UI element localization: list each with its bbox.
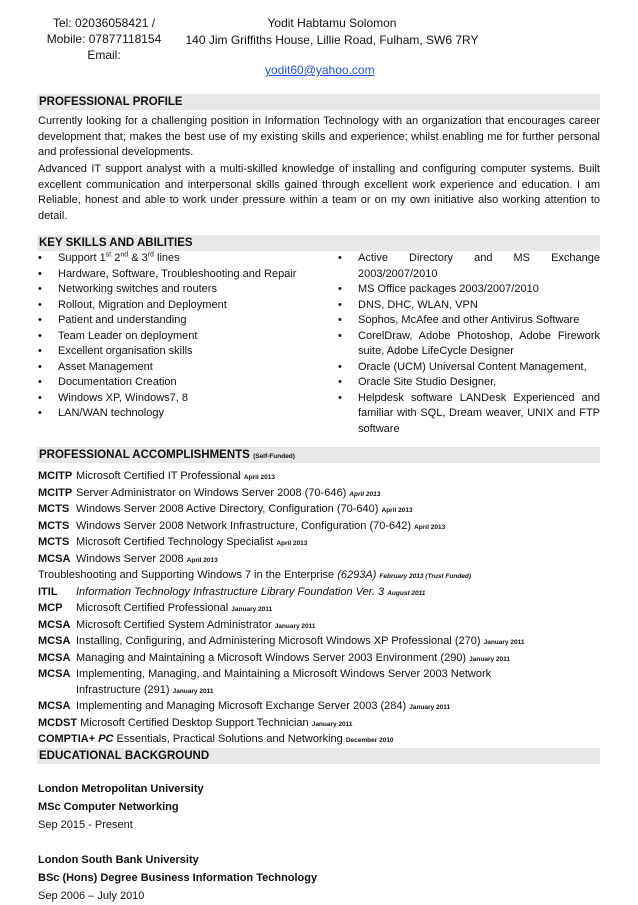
accomplishments-heading: PROFESSIONAL ACCOMPLISHMENTS (Self-Funded) — [37, 447, 600, 463]
profile-heading: PROFESSIONAL PROFILE — [37, 94, 600, 110]
cert-row: MCSA Managing and Maintaining a Microsoft Windows Server 2003 Environment (290) January 2011 — [38, 651, 510, 664]
skill-item: • Networking switches and routers — [38, 282, 328, 298]
skill-item: • DNS, DHC, WLAN, VPN — [338, 298, 600, 314]
skill-item: • Active Directory and MS Exchange 2003/2007/2010 — [338, 251, 600, 282]
cert-row: MCSA Installing, Configuring, and Administering Microsoft Windows XP Professional (270) January 2011 — [38, 635, 525, 647]
skill-item: • MS Office packages 2003/2007/2010 — [338, 282, 600, 298]
skill-item: • Patient and understanding — [38, 313, 328, 329]
skill-item: • Sophos, McAfee and other Antivirus Software — [338, 313, 600, 329]
mobile-text: Mobile: 07877118154 — [46, 32, 162, 46]
skill-item: • Oracle (UCM) Universal Content Management, — [338, 360, 600, 376]
candidate-name: Yodit Habtamu Solomon — [267, 16, 397, 30]
institution-name: London South Bank University — [38, 854, 199, 866]
itil-row: ITIL Information Technology Infrastructure Library Foundation Ver. 3 August 2011 — [38, 585, 426, 598]
skill-item: • Excellent organisation skills — [38, 344, 328, 360]
cert-row: MCTS Microsoft Certified Technology Specialist April 2013 — [38, 536, 308, 548]
cert-row: MCSA Windows Server 2008 April 2013 — [38, 552, 218, 565]
skill-item: • Asset Management — [38, 360, 328, 376]
degree-name: BSc (Hons) Degree Business Information Technology — [38, 872, 318, 884]
skill-item: • CorelDraw, Adobe Photoshop, Adobe Firework suite, Adobe LifeCycle Designer — [338, 329, 600, 360]
skill-item: • Helpdesk software LANDesk Experienced and familiar with SQL, Dream weaver, UNIX and FTP software — [338, 391, 600, 438]
education-entry — [38, 851, 317, 905]
cert-row: MCSA Microsoft Certified System Administrator January 2011 — [38, 618, 316, 631]
cert-row: MCITP Server Administrator on Windows Server 2008 (70-646) April 2013 — [38, 486, 381, 499]
tel-text: Tel: 02036058421 / — [52, 16, 156, 30]
skill-item: • Hardware, Software, Troubleshooting and Repair — [38, 267, 328, 283]
degree-name: MSc Computer Networking — [38, 801, 179, 813]
profile-paragraph-1: Currently looking for a challenging position in Information Technology with an organization that encourages career development that; makes the best use of my existing skills and experience; whilst enabling me for further personal and professional developments. — [38, 115, 600, 158]
study-period: Sep 2015 - Present — [38, 819, 133, 831]
email-label: Email: — [87, 48, 121, 62]
skill-item: • Windows XP, Windows7, 8 — [38, 391, 328, 407]
cert-row: MCTS Windows Server 2008 Active Directory, Configuration (70-640) April 2013 — [38, 503, 413, 515]
contact-address-block — [172, 15, 492, 49]
skills-right-list — [338, 251, 600, 437]
mcdst-row: MCDST Microsoft Certified Desktop Support Technician January 2011 — [38, 716, 353, 729]
contact-phone-block — [44, 15, 164, 63]
cert-row: MCSA Implementing and Managing Microsoft Exchange Server 2003 (284) January 2011 — [38, 700, 451, 712]
skill-item: • LAN/WAN technology — [38, 406, 328, 422]
institution-name: London Metropolitan University — [38, 783, 204, 795]
skills-left-list — [38, 251, 328, 422]
email-link[interactable]: yodit60@yahoo.com — [265, 63, 375, 77]
troubleshooting-row: Troubleshooting and Supporting Windows 7 in the Enterprise (6293A) February 2013 (Trust Funded) — [38, 569, 472, 581]
education-entry — [38, 780, 204, 834]
skill-item: • Rollout, Migration and Deployment — [38, 298, 328, 314]
education-heading: EDUCATIONAL BACKGROUND — [37, 748, 600, 764]
skill-item: • Oracle Site Studio Designer, — [338, 375, 600, 391]
skills-heading: KEY SKILLS AND ABILITIES — [37, 235, 600, 251]
address-text: 140 Jim Griffiths House, Lillie Road, Fulham, SW6 7RY — [185, 33, 479, 47]
cert-row-continuation: Infrastructure (291) January 2011 — [76, 683, 214, 696]
cert-row: MCTS Windows Server 2008 Network Infrastructure, Configuration (70-642) April 2013 — [38, 519, 446, 532]
accomplishments-list — [38, 469, 600, 749]
comptia-row: COMPTIA+ PC Essentials, Practical Solutions and Networking December 2010 — [38, 733, 394, 745]
profile-paragraph-2: Advanced IT support analyst with a multi-skilled knowledge of installing and configuring computer systems. Built excellent communication and interpersonal skills gained through excellent work experience and education. I am Reliable, honest and able to work under pressure within a team or on my own initiative also working attention to detail. — [38, 163, 600, 222]
skill-item: • Support 1st 2nd & 3rd lines — [38, 251, 328, 267]
self-funded-note: (Self-Funded) — [253, 453, 295, 460]
study-period: Sep 2006 – July 2010 — [38, 890, 145, 902]
skill-item: • Documentation Creation — [38, 375, 328, 391]
cert-row: MCITP Microsoft Certified IT Professional April 2013 — [38, 470, 275, 482]
cert-row: MCP Microsoft Certified Professional January 2011 — [38, 602, 273, 614]
skill-item: • Team Leader on deployment — [38, 329, 328, 345]
cert-row: MCSA Implementing, Managing, and Maintaining a Microsoft Windows Server 2003 Network — [38, 668, 492, 680]
